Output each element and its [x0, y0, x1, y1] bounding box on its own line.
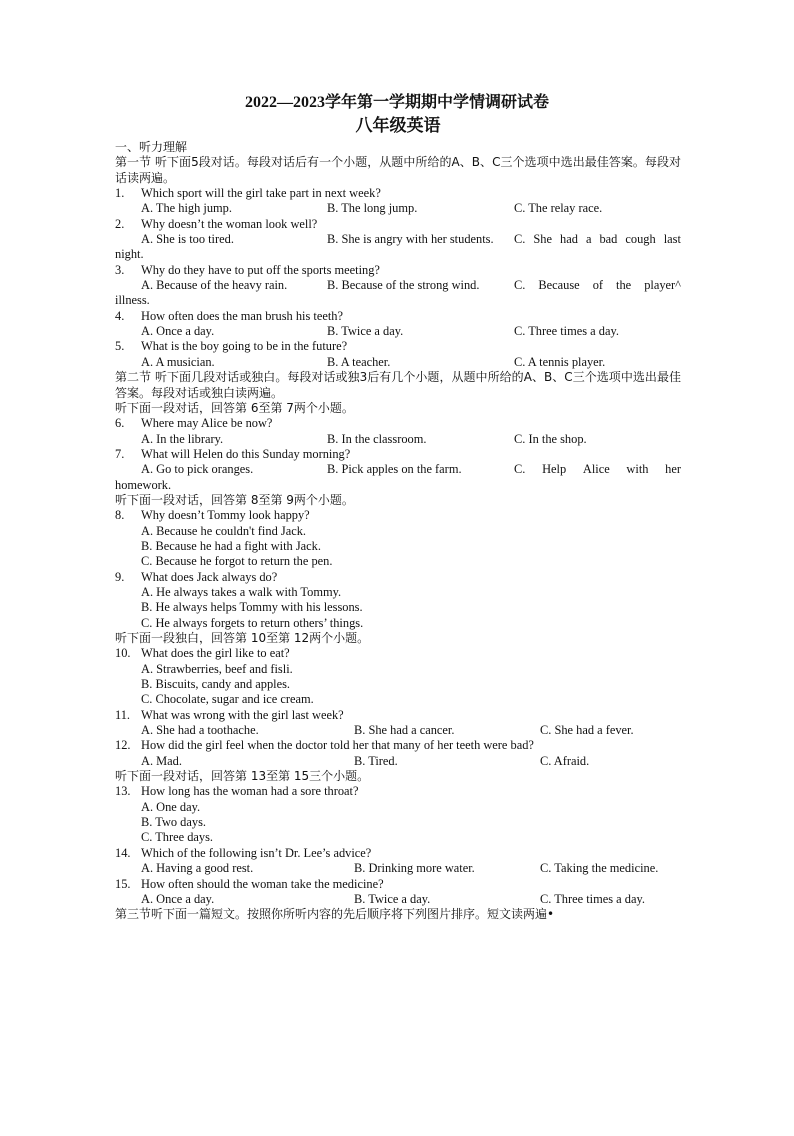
option-b: B. In the classroom. [327, 431, 427, 446]
question-text: Where may Alice be now? [141, 416, 273, 431]
options-3 [115, 278, 681, 293]
option-c-word: Alice [582, 462, 610, 477]
option-c: C. The relay race. [514, 201, 603, 216]
option-c: C. Afraid. [540, 753, 590, 768]
options-15 [115, 892, 681, 907]
option-c-word: She [533, 232, 552, 247]
option-b: B. Because he had a fight with Jack. [141, 538, 321, 553]
option-c: C. She had a fever. [540, 723, 634, 738]
section1-intro: 第一节 听下面5段对话。每段对话后有一个小题，从题中所给的A、B、C三个选项中选出最佳答案。每段对话读两遍。 [115, 155, 681, 185]
options-14 [115, 861, 681, 876]
question-1 [115, 186, 681, 201]
option-b: B. She is angry with her students. [327, 232, 494, 247]
options-2 [115, 232, 681, 247]
group-intro: 听下面一段对话，回答第 8至第 9两个小题。 [115, 492, 354, 507]
question-number: 14. [115, 845, 131, 860]
option-c [514, 462, 681, 477]
option-c: C. In the shop. [514, 431, 587, 446]
option-a: A. One day. [141, 799, 201, 814]
option-a: A. Because he couldn't find Jack. [141, 523, 306, 538]
option-c: C. He always forgets to return others’ things. [141, 615, 364, 630]
question-number: 9. [115, 569, 125, 584]
question-number: 6. [115, 416, 125, 431]
options-4 [115, 324, 681, 339]
option-c-word: Because [538, 278, 580, 293]
option-c-word: her [665, 462, 681, 477]
option-b: B. A teacher. [327, 354, 391, 369]
group-intro: 听下面一段对话，回答第 6至第 7两个小题。 [115, 400, 354, 415]
question-2 [115, 217, 681, 232]
option-b: B. Because of the strong wind. [327, 278, 480, 293]
question-text: What is the boy going to be in the future? [141, 339, 348, 354]
option-a: A. Mad. [141, 753, 182, 768]
question-6 [115, 416, 681, 431]
option-c-continued: homework. [115, 477, 172, 492]
options-6 [115, 432, 681, 447]
option-c-word: Help [542, 462, 567, 477]
question-number: 10. [115, 646, 131, 661]
option-b: B. Pick apples on the farm. [327, 462, 462, 477]
question-text: What does Jack always do? [141, 569, 278, 584]
question-number: 5. [115, 339, 125, 354]
question-13 [115, 784, 681, 799]
option-c-word: of [592, 278, 604, 293]
question-3 [115, 263, 681, 278]
question-text: How often does the man brush his teeth? [141, 308, 343, 323]
option-c-word: C. [514, 232, 526, 247]
options-11 [115, 723, 681, 738]
question-text: Which sport will the girl take part in next week? [141, 186, 381, 201]
option-c-continued: illness. [115, 293, 150, 308]
option-c: C. Taking the medicine. [540, 861, 659, 876]
question-12 [115, 738, 681, 753]
question-number: 13. [115, 784, 131, 799]
exam-title: 2022—2023学年第一学期期中学情调研试卷 [244, 94, 549, 111]
exam-page [115, 92, 681, 923]
question-text: How long has the woman had a sore throat? [141, 784, 359, 799]
option-c: C. Chocolate, sugar and ice cream. [141, 692, 314, 707]
question-10 [115, 646, 681, 661]
option-c-word: C. [514, 462, 526, 477]
option-c-continued: night. [115, 247, 144, 262]
question-number: 11. [115, 707, 131, 722]
option-a: A. Once a day. [141, 324, 215, 339]
question-number: 8. [115, 508, 125, 523]
option-c [514, 232, 681, 247]
question-number: 4. [115, 308, 125, 323]
option-b: B. Twice a day. [354, 891, 431, 906]
option-a: A. Go to pick oranges. [141, 462, 254, 477]
question-9 [115, 570, 681, 585]
question-text: Why doesn’t the woman look well? [141, 216, 318, 231]
option-c-word: a [585, 232, 592, 247]
option-c-word: last [663, 232, 681, 247]
question-number: 15. [115, 876, 131, 891]
option-c-word: player^ [644, 278, 681, 293]
option-a: A. In the library. [141, 431, 224, 446]
option-c: C. Three times a day. [540, 891, 645, 906]
option-c-word: C. [514, 278, 526, 293]
question-text: What will Helen do this Sunday morning? [141, 446, 351, 461]
option-c: C. A tennis player. [514, 354, 606, 369]
option-b: B. Two days. [141, 815, 206, 830]
option-c-word: cough [625, 232, 656, 247]
question-5 [115, 339, 681, 354]
option-a: A. Because of the heavy rain. [141, 278, 288, 293]
option-b: B. Biscuits, candy and apples. [141, 677, 291, 692]
option-c-word: bad [599, 232, 618, 247]
question-text: How did the girl feel when the doctor told her that many of her teeth were bad? [141, 738, 534, 753]
question-number: 2. [115, 216, 125, 231]
question-15 [115, 877, 681, 892]
question-4 [115, 309, 681, 324]
part-heading: 一、听力理解 [115, 140, 188, 154]
option-b: B. Tired. [354, 753, 398, 768]
section3-intro: 第三节听下面一篇短文。按照你所听内容的先后顺序将下列图片排序。短文读两遍• [115, 907, 555, 922]
option-a: A. A musician. [141, 354, 215, 369]
option-a: A. Strawberries, beef and fisli. [141, 661, 293, 676]
question-text: Which of the following isn’t Dr. Lee’s advice? [141, 845, 372, 860]
question-text: What was wrong with the girl last week? [141, 707, 344, 722]
option-c-word: had [560, 232, 578, 247]
options-5 [115, 355, 681, 370]
option-b: B. Twice a day. [327, 324, 404, 339]
question-11 [115, 708, 681, 723]
question-text: How often should the woman take the medicine? [141, 876, 384, 891]
option-a: A. Having a good rest. [141, 861, 254, 876]
option-b: B. She had a cancer. [354, 723, 455, 738]
option-a: A. She is too tired. [141, 232, 234, 247]
option-c [514, 278, 681, 293]
question-text: What does the girl like to eat? [141, 646, 290, 661]
question-8 [115, 508, 681, 523]
options-7 [115, 462, 681, 477]
option-c-word: with [626, 462, 649, 477]
question-14 [115, 846, 681, 861]
group-intro: 听下面一段对话，回答第 13至第 15三个小题。 [115, 769, 370, 784]
question-number: 1. [115, 186, 125, 201]
option-c: C. Three days. [141, 830, 214, 845]
option-c: C. Three times a day. [514, 324, 619, 339]
question-text: Why doesn’t Tommy look happy? [141, 508, 310, 523]
options-12 [115, 754, 681, 769]
option-b: B. Drinking more water. [354, 861, 475, 876]
option-b: B. The long jump. [327, 201, 418, 216]
option-a: A. The high jump. [141, 201, 232, 216]
option-a: A. Once a day. [141, 891, 215, 906]
option-c-word: the [616, 278, 632, 293]
question-text: Why do they have to put off the sports meeting? [141, 262, 380, 277]
exam-subtitle: 八年级英语 [355, 116, 441, 135]
group-intro: 听下面一段独白，回答第 10至第 12两个小题。 [115, 631, 370, 645]
question-7 [115, 447, 681, 462]
option-a: A. She had a toothache. [141, 723, 259, 738]
question-number: 12. [115, 738, 131, 753]
option-b: B. He always helps Tommy with his lessons. [141, 600, 363, 615]
section2-intro: 第二节 听下面几段对话或独白。每段对话或独3后有几个小题，从题中所给的A、B、C三个选项中选出最佳答案。每段对话或独白读两遍。 [115, 370, 681, 400]
options-1 [115, 201, 681, 216]
option-a: A. He always takes a walk with Tommy. [141, 584, 342, 599]
question-number: 3. [115, 262, 125, 277]
option-c: C. Because he forgot to return the pen. [141, 554, 333, 569]
question-number: 7. [115, 446, 125, 461]
